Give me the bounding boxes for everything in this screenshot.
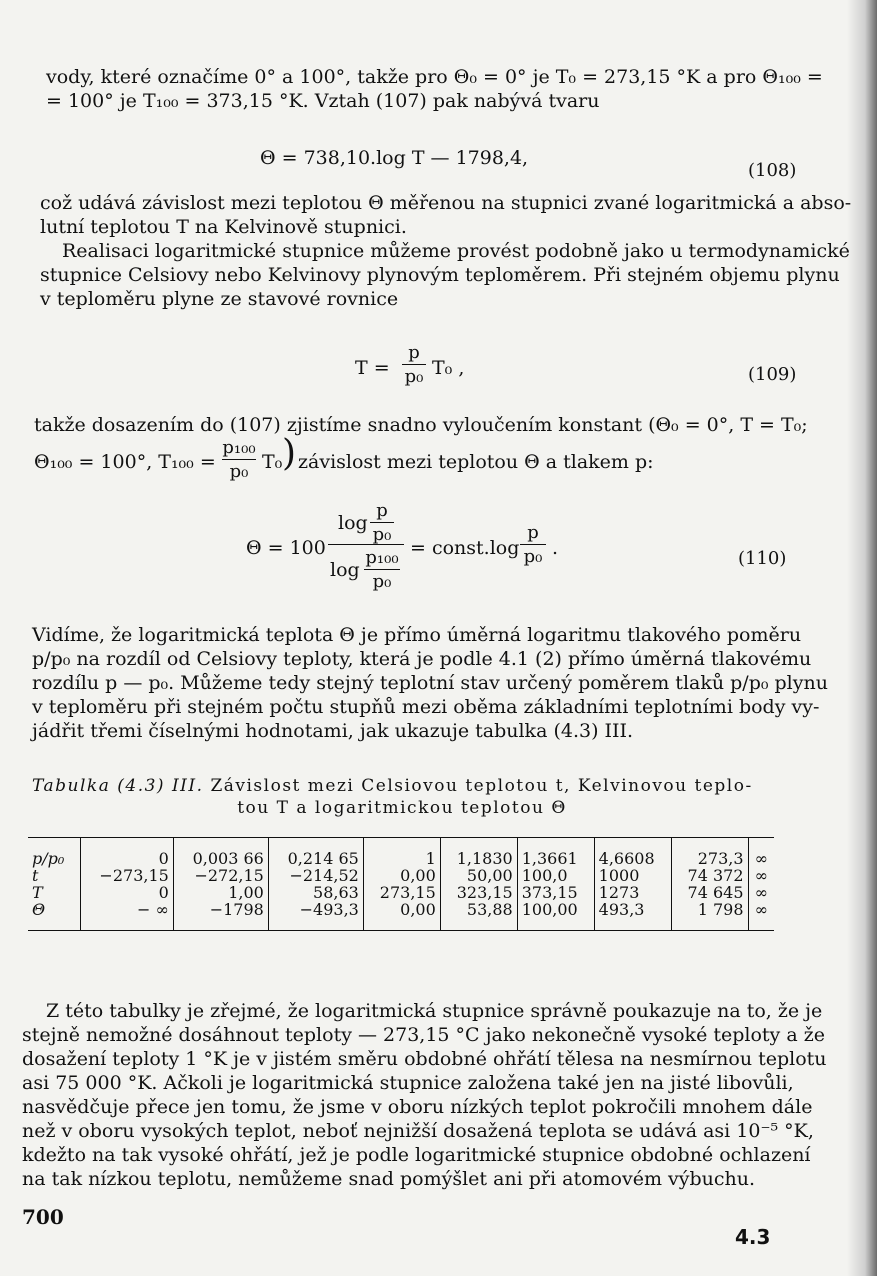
text-line: jádřit třemi číselnými hodnotami, jak ukazuje tabulka (4.3) III. [32,720,634,742]
fraction-denominator: p₀ [523,546,543,567]
page-number: 700 [22,1205,64,1229]
equation-109-rhs: T₀ , [432,357,465,379]
inner-fraction [370,500,394,545]
text-line: rozdílu p — p₀. Můžeme tedy stejný teplotní stav určený poměrem tlaků p/p₀ plynu [32,672,828,694]
text-line: vody, které označíme 0° a 100°, takže pro Θ₀ = 0° je T₀ = 273,15 °K a pro Θ₁₀₀ = [46,66,823,88]
text-line: = 100° je T₁₀₀ = 373,15 °K. Vztah (107) pak nabývá tvaru [46,90,600,112]
text-line: Realisaci logaritmické stupnice můžeme provést podobně jako u termodynamické [62,240,850,262]
fraction-denominator: p₀ [372,524,392,545]
text-line: v teploměru plyne ze stavové rovnice [40,288,399,310]
text-line: stejně nemožné dosáhnout teploty — 273,15 °C jako nekonečně vysoké teploty a že [22,1024,825,1046]
table-row [28,838,774,931]
text-line: takže dosazením do (107) zjistíme snadno vyloučením konstant (Θ₀ = 0°, T = T₀; [34,414,808,436]
table-caption-label: Tabulka (4.3) III. [32,776,204,796]
equation-109-lhs: T = [355,357,390,379]
table-column: 273,3 74 372 74 645 1 798 [671,838,748,931]
text-line: nasvědčuje přece jen tomu, že jsme v oboru nízkých teplot pokročili mnohem dále [22,1096,813,1118]
text-line: dosažení teploty 1 °K je v jistém směru obdobné ohřátí tělesa na nesmírnou teplotu [22,1048,827,1070]
table-column: 1,1830 50,00 323,15 53,88 [440,838,517,931]
text-line: p/p₀ na rozdíl od Celsiovy teploty, která je podle 4.1 (2) přímo úměrná tlakovému [32,648,812,670]
text-line: kdežto na tak vysoké ohřátí, jež je podle logaritmické stupnice obdobné ochlazení [22,1144,811,1166]
equation-number: (108) [748,160,797,181]
equation-110-main-fraction [328,500,404,593]
equation-number: (110) [738,548,787,569]
table-column: 1,3661 100,0 373,15 100,00 [517,838,594,931]
text-line: Vidíme, že logaritmická teplota Θ je přímo úměrná logaritmu tlakového poměru [32,624,802,646]
table-row-labels: p/p₀ t T Θ [28,838,81,931]
table-column: 1 0,00 273,15 0,00 [363,838,440,931]
text-line: stupnice Celsiovy nebo Kelvinovy plynovým teploměrem. Při stejném objemu plynu [40,264,840,286]
data-table [28,837,774,931]
text-line: Z této tabulky je zřejmé, že logaritmická stupnice správně poukazuje na to, že je [46,1000,823,1022]
table-column: 4,6608 1000 1273 493,3 [594,838,671,931]
table-column: 0 −273,15 0 − ∞ [81,838,174,931]
fraction-numerator: p [527,522,539,543]
text-line: asi 75 000 °K. Ačkoli je logaritmická stupnice založena také jen na jisté libovůli, [22,1072,794,1094]
table-column: 0,214 65 −214,52 58,63 −493,3 [268,838,363,931]
table-caption-line2: tou T a logaritmickou teplotou Θ [237,798,567,818]
fraction-numerator: p₁₀₀ [222,437,256,458]
text-line: Θ₁₀₀ = 100°, T₁₀₀ = [34,451,216,473]
text-symbol: T₀ [262,451,283,473]
fraction-denominator: p₀ [404,366,424,387]
fraction-numerator: p [376,500,388,521]
table-caption-line1: Závislost mezi Celsiovou teplotou t, Kelvinovou teplo- [210,776,753,796]
fraction-numerator: p [408,342,420,363]
table-caption [32,775,772,819]
log-label: log [338,512,368,534]
fraction-denominator: p₀ [372,571,392,592]
text-line: lutní teplotou T na Kelvinově stupnici. [40,216,407,238]
text-line: v teploměru při stejném počtu stupňů mezi oběma základními teplotními body vy- [32,696,820,718]
equation-number: (109) [748,364,797,385]
equation-109-fraction [402,342,426,387]
inline-fraction [222,437,256,482]
log-label: log [330,559,360,581]
fraction-numerator: p₁₀₀ [365,547,399,568]
fraction-denominator: p₀ [229,461,249,482]
closing-bracket: ) [282,433,297,474]
equation-110-lhs: Θ = 100 [246,537,326,559]
equation-110-rhs-fraction [520,522,546,567]
table-column: ∞ ∞ ∞ ∞ [748,838,774,931]
equation-110-dot: . [552,537,559,559]
equation-108: Θ = 738,10.log T — 1798,4, [260,147,529,169]
text-line: než v oboru vysokých teplot, neboť nejnižší dosažená teplota se udává asi 10⁻⁵ °K, [22,1120,814,1142]
table-column: 0,003 66 −272,15 1,00 −1798 [173,838,268,931]
page-edge-shadow [847,0,877,1276]
inner-fraction [364,547,400,592]
text-line: což udává závislost mezi teplotou Θ měřenou na stupnici zvané logaritmická a abso- [40,192,852,214]
text-line: na tak nízkou teplotu, nemůžeme snad pomýšlet ani při atomovém výbuchu. [22,1168,756,1190]
text-line: závislost mezi teplotou Θ a tlakem p: [298,451,654,473]
equation-110-mid: = const.log [410,537,520,559]
section-number: 4.3 [735,1225,771,1249]
